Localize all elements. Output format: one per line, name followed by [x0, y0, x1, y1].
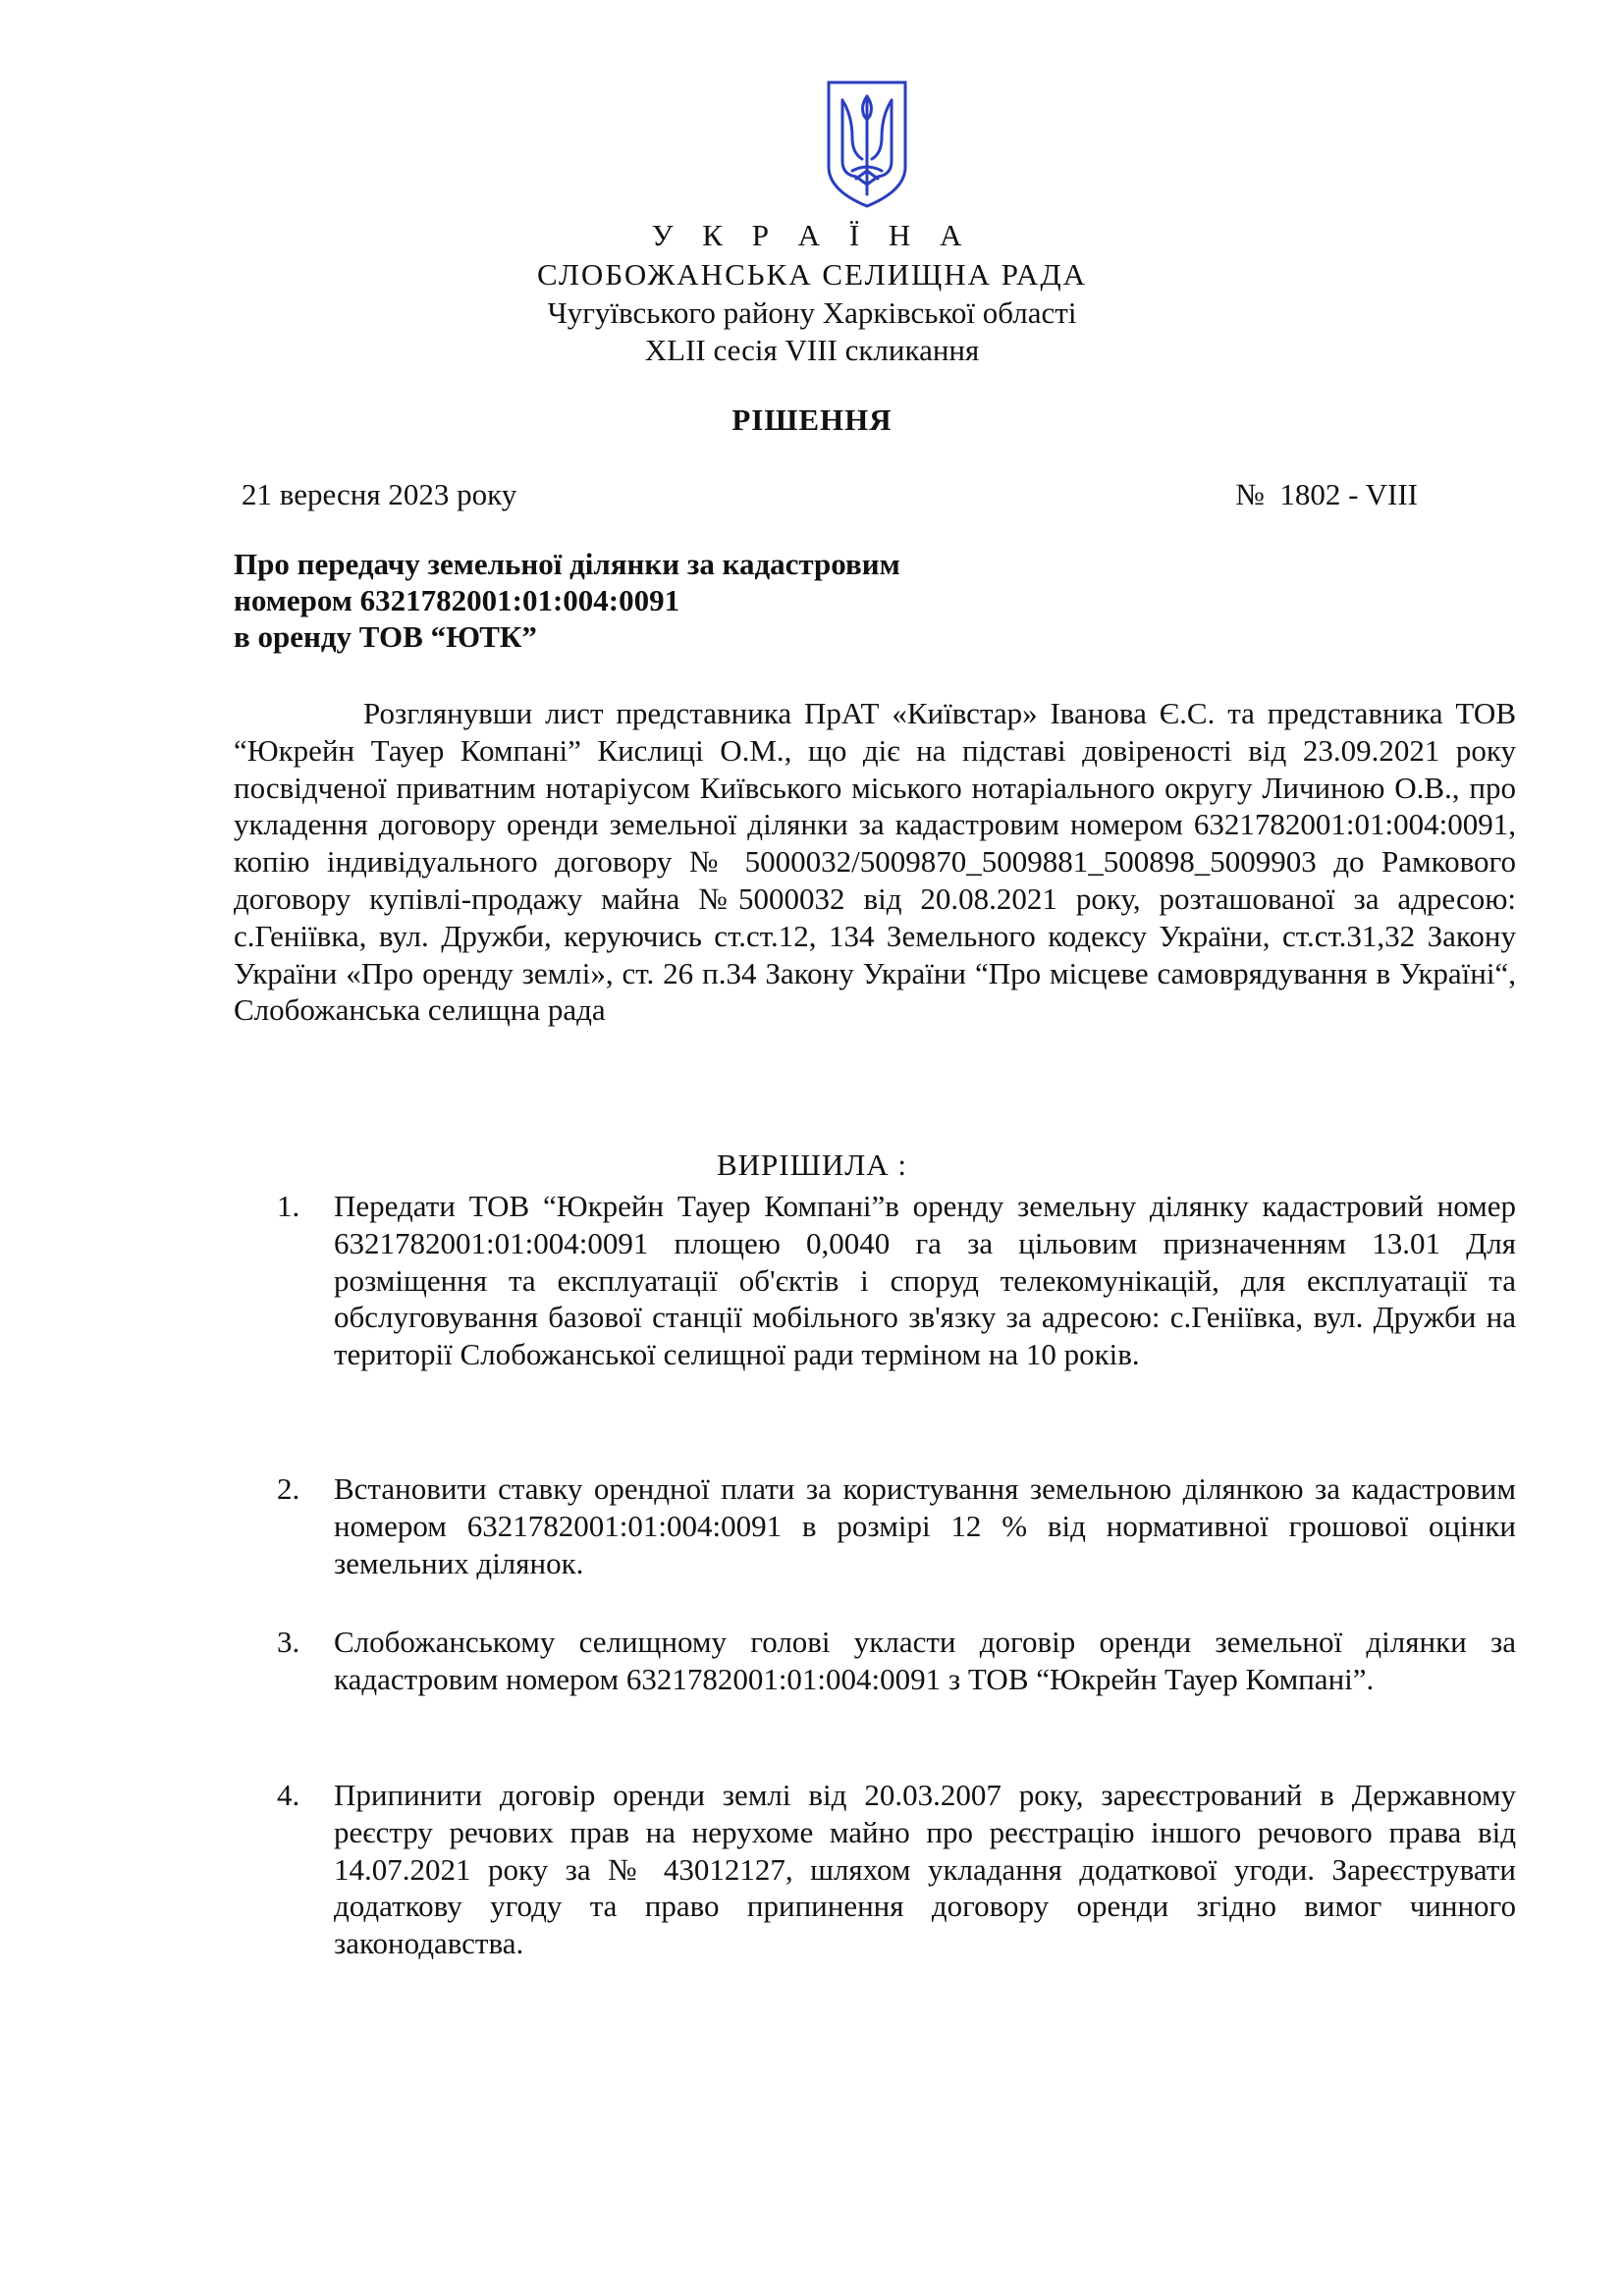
item-number: 3. — [277, 1625, 300, 1659]
item-text: Слобожанському селищному голові укласти договір оренди земельної ділянки за кадастровим номером 6321782001:01:004:0091 з ТОВ “Юкрейн Тауер Компані”. — [334, 1625, 1516, 1696]
list-item — [277, 1470, 1516, 1581]
subject-line: Про передачу земельної ділянки за кадастровим — [234, 547, 900, 581]
item-text: Припинити договір оренди землі від 20.03.2007 року, зареєстрований в Державному реєстру речових прав на нерухоме майно про реєстрацію іншого речового права від 14.07.2021 року за № 43012127, шляхом укладання додаткової угоди. Зареєструвати додаткову угоду та право припинення договору оренди згідно вимог чинного законодавства. — [334, 1778, 1516, 1961]
list-item — [277, 1624, 1516, 1698]
document-title: РІШЕННЯ — [731, 402, 893, 437]
preamble-paragraph: Розглянувши лист представника ПрАТ «Київстар» Іванова Є.С. та представника ТОВ “Юкрейн Тауер Компані” Кислиці О.М., що діє на підставі довіреності від 23.09.2021 року посвідченої приватним нотаріусом Київського міського нотаріального округу Личиною О.В., про укладення договору оренди земельної ділянки за кадастровим номером 6321782001:01:004:0091, копію індивідуального договору № 5000032/5009870_5009881_500898_5009903 до Рамкового договору купівлі-продажу майна №5000032 від 20.08.2021 року, розташованої за адресою: с.Геніївка, вул. Дружби, керуючись ст.ст.12, 134 Земельного кодексу України, ст.ст.31,32 Закону України «Про оренду землі», ст. 26 п.34 Закону України “Про місцеве самоврядування в Україні“, Слобожанська селищна рада — [234, 696, 1516, 1028]
council-name: СЛОБОЖАНСЬКА СЕЛИЩНА РАДА — [537, 257, 1087, 292]
list-item — [277, 1777, 1516, 1962]
decision-subject — [234, 546, 900, 655]
decision-date: 21 вересня 2023 року — [242, 477, 517, 511]
session-line: XLII сесія VIII скликання — [644, 333, 980, 367]
item-number: 1. — [277, 1189, 300, 1223]
list-item — [277, 1188, 1516, 1373]
item-text: Передати ТОВ “Юкрейн Тауер Компані”в оренду земельну ділянку кадастровий номер 6321782001:01:004:0091 площею 0,0040 га за цільовим призначенням 13.01 Для розміщення та експлуатації об'єктів і споруд телекомунікацій, для експлуатації та обслуговування базової станції мобільного зв'язку за адресою: с.Геніївка, вул. Дружби на території Слобожанської селищної ради терміном на 10 років. — [334, 1189, 1516, 1372]
coat-of-arms-icon — [823, 77, 911, 210]
decision-number: № 1802 - VIII — [1235, 477, 1418, 511]
country-heading: У К Р А Ї Н А — [651, 218, 973, 252]
subject-line: номером 6321782001:01:004:0091 — [234, 583, 680, 617]
district-line: Чугуївського району Харківської області — [547, 295, 1077, 330]
subject-line: в оренду ТОВ “ЮТК” — [234, 619, 537, 654]
item-number: 2. — [277, 1471, 300, 1506]
item-number: 4. — [277, 1778, 300, 1812]
decided-heading: ВИРІШИЛА : — [716, 1148, 908, 1182]
item-text: Встановити ставку орендної плати за користування земельною ділянкою за кадастровим номером 6321782001:01:004:0091 в розмірі 12 % від нормативної грошової оцінки земельних ділянок. — [334, 1471, 1516, 1580]
